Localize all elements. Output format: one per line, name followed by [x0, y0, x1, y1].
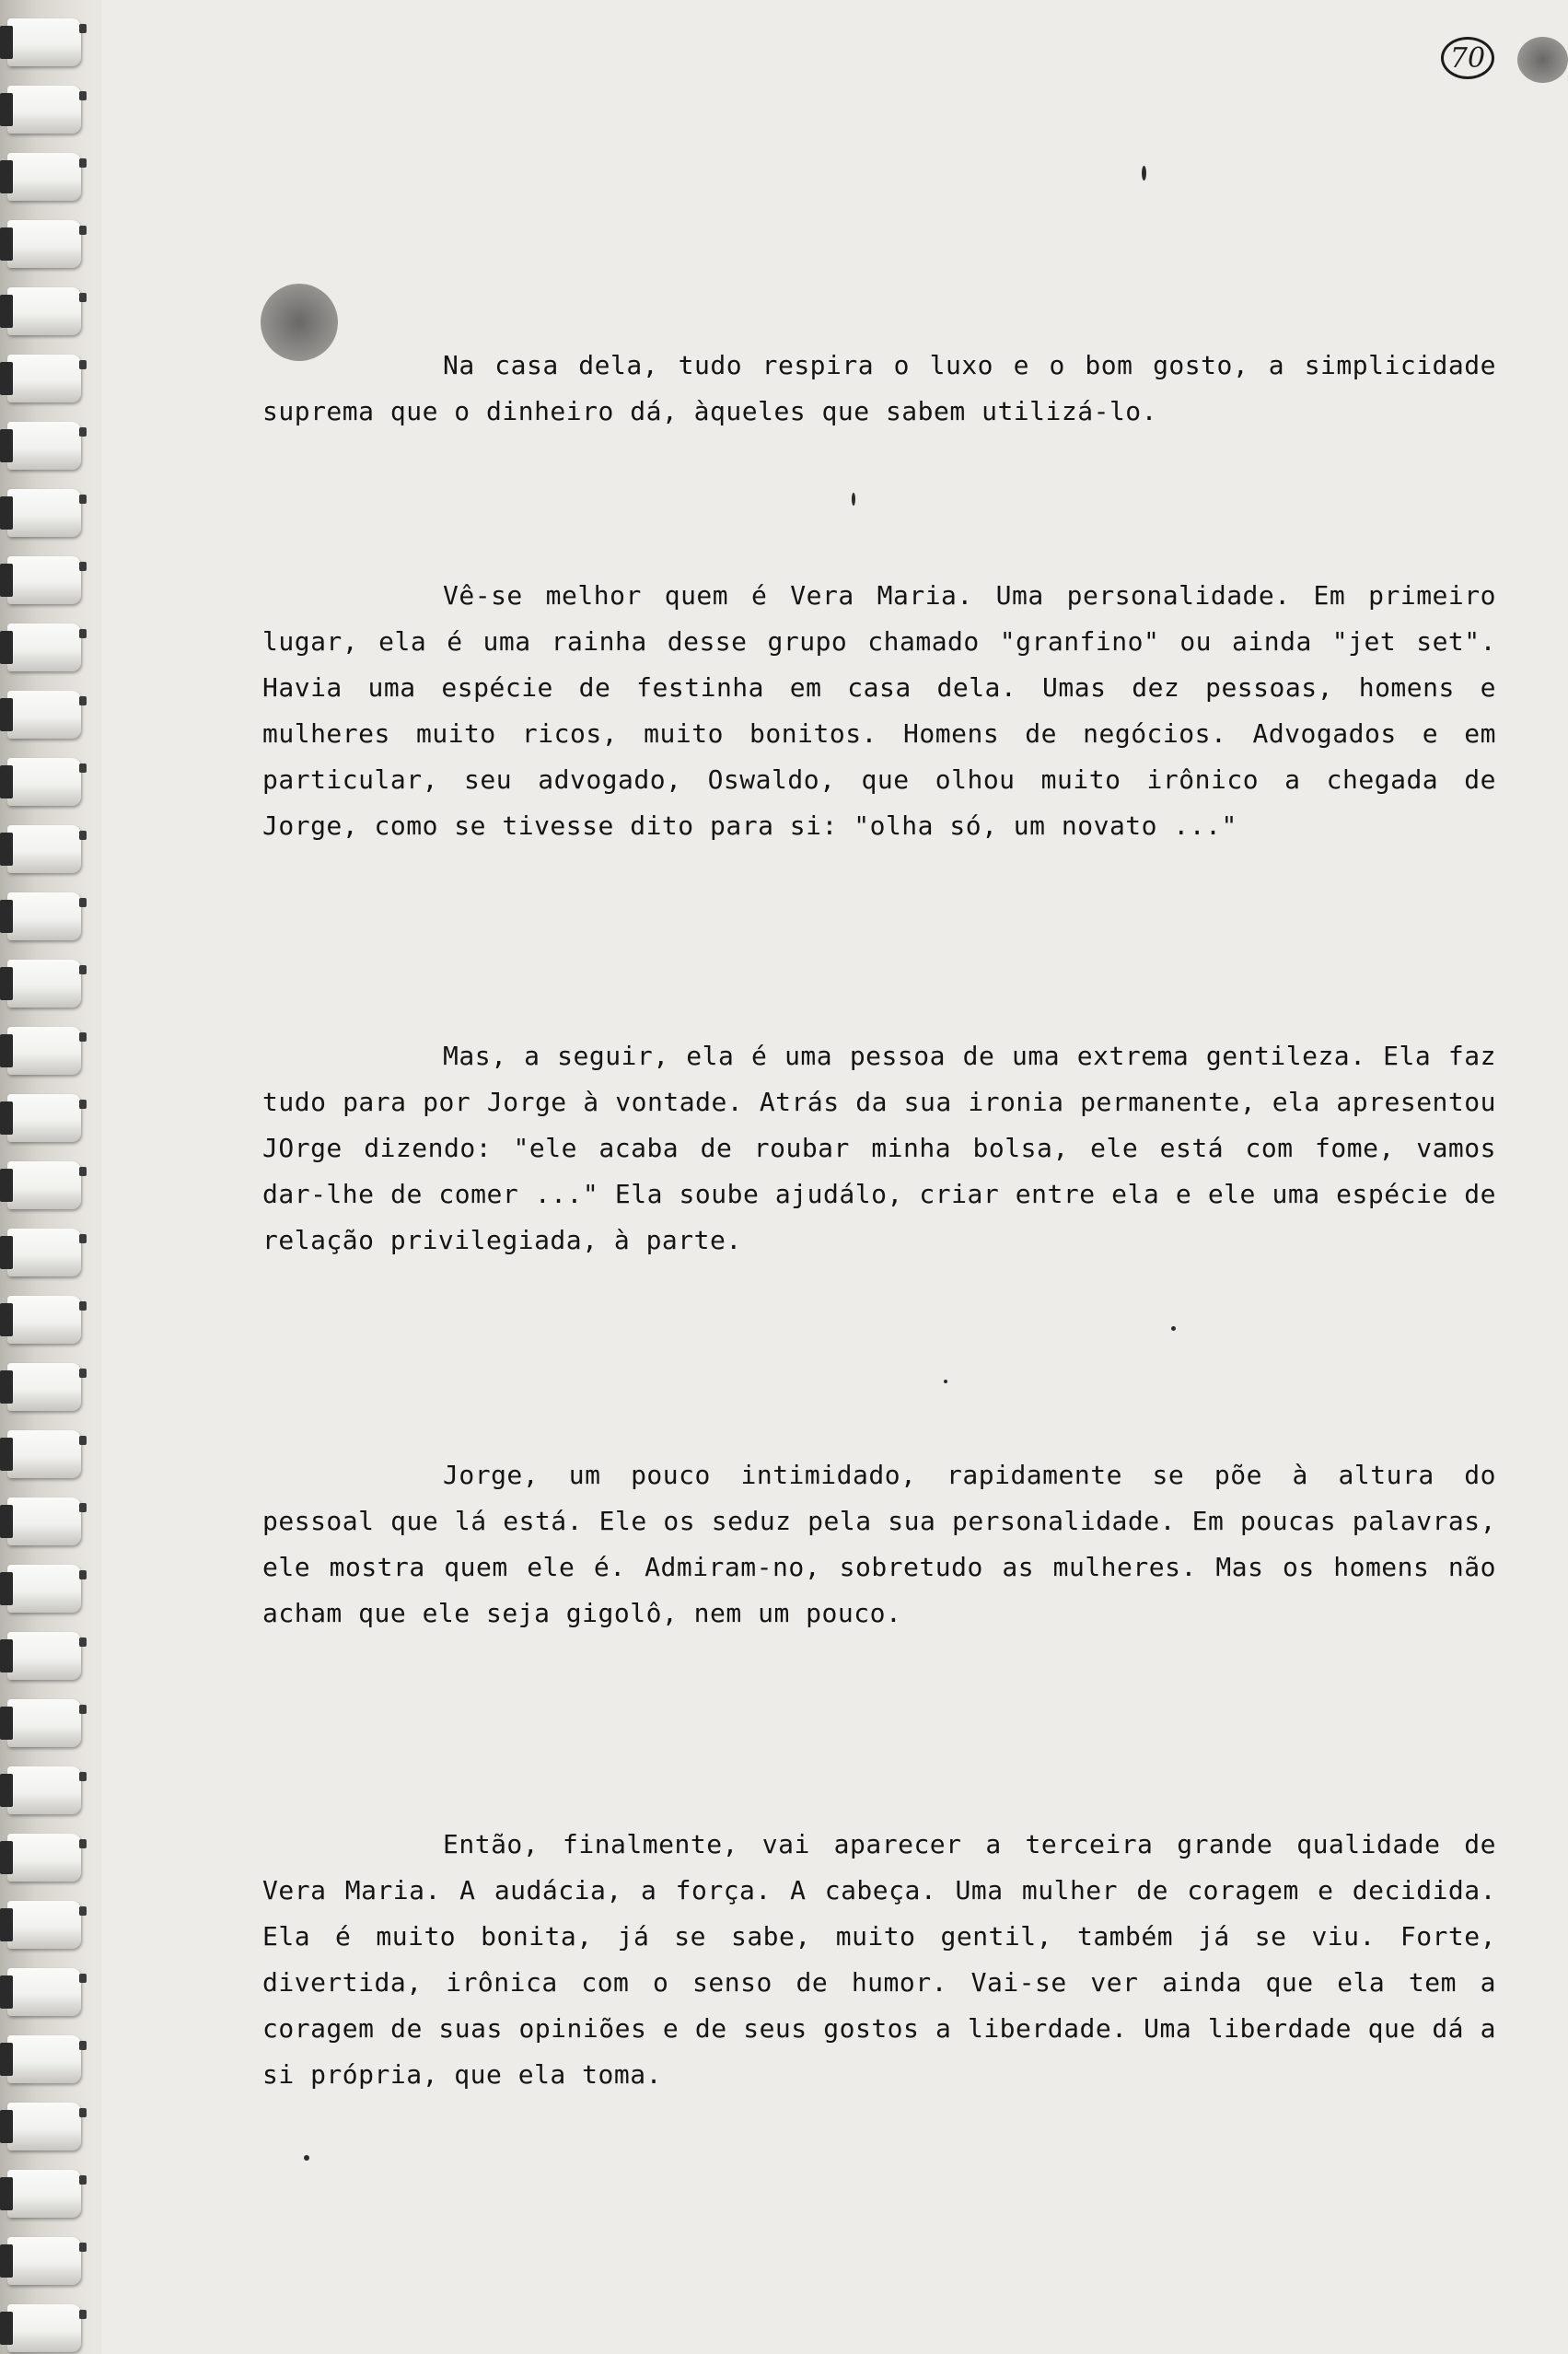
binding-ring: [7, 960, 81, 1008]
paragraph: [262, 1033, 1496, 1264]
bleed-through: [442, 898, 1547, 1045]
binding-ring: [7, 1161, 81, 1209]
paragraph: [262, 343, 1496, 435]
binding-ring: [7, 1968, 81, 2016]
paper-speck: [944, 1380, 947, 1383]
binding-ring: [7, 220, 81, 268]
binding-ring: [7, 2103, 81, 2150]
binding-ring: [7, 2035, 81, 2083]
binding-ring: [7, 1632, 81, 1680]
paragraph: [262, 1822, 1496, 2098]
paper-speck: [852, 493, 855, 506]
binding-ring: [7, 1430, 81, 1478]
paragraph-text: Vê-se melhor quem é Vera Maria. Uma personalidade. Em primeiro lugar, ela é uma rainha desse grupo chamado "granfino" ou ainda "jet set". Havia uma espécie de festinha em casa dela. Umas dez pessoas, homens e mulheres muito ricos, muito bonitos. Homens de negócios. Advogados e em particular, seu advogado, Oswaldo, que olhou muito irônico a chegada de Jorge, como se tivesse dito para si: "olha só, um novato ...": [262, 580, 1496, 841]
binding-ring: [7, 556, 81, 604]
binding-ring: [7, 691, 81, 739]
binding-ring: [7, 1296, 81, 1344]
paper-speck: [304, 2155, 309, 2161]
binding-ring: [7, 892, 81, 940]
binding-ring: [7, 1699, 81, 1747]
binding-ring: [7, 2304, 81, 2352]
binding-ring: [7, 1363, 81, 1411]
binding-ring: [7, 2237, 81, 2285]
binding-ring: [7, 1229, 81, 1276]
binding-ring: [7, 1094, 81, 1142]
binding-ring: [7, 422, 81, 470]
binding-ring: [7, 1901, 81, 1949]
binding-ring: [7, 86, 81, 134]
paper-speck: [1171, 1326, 1176, 1331]
paragraph-text: Jorge, um pouco intimidado, rapidamente se põe à altura do pessoal que lá está. Ele os seduz pela sua personalidade. Em poucas palavras, ele mostra quem ele é. Admiram-no, sobretudo as mulheres. Mas os homens não acham que ele seja gigolô, nem um pouco.: [262, 1460, 1496, 1628]
binding-ring: [7, 1766, 81, 1814]
paper-speck: [1142, 166, 1146, 181]
binding-ring: [7, 1565, 81, 1613]
paragraph: [262, 1452, 1496, 1637]
binding-ring: [7, 153, 81, 201]
binding-ring: [7, 489, 81, 537]
binding-ring: [7, 287, 81, 335]
paragraph-text: Na casa dela, tudo respira o luxo e o bom gosto, a simplicidade suprema que o dinheiro dá, àqueles que sabem utilizá-lo.: [262, 350, 1496, 426]
paragraph-text: Então, finalmente, vai aparecer a terceira grande qualidade de Vera Maria. A audácia, a força. A cabeça. Uma mulher de coragem e decidida. Ela é muito bonita, já se sabe, muito gentil, também já se viu. Forte, divertida, irônica com o senso de humor. Vai-se ver ainda que ela tem a coragem de suas opiniões e de seus gostos a liberdade. Uma liberdade que dá a si própria, que ela toma.: [262, 1829, 1496, 2090]
binding-ring: [7, 2170, 81, 2218]
page-number: 70: [1441, 37, 1494, 79]
binding-ring: [7, 355, 81, 402]
binding-ring: [7, 1834, 81, 1882]
binding-ring: [7, 623, 81, 671]
binding-ring: [7, 825, 81, 873]
paragraph: [262, 573, 1496, 849]
binding-ring: [7, 1497, 81, 1545]
punch-hole: [1517, 37, 1568, 83]
binding-ring: [7, 758, 81, 806]
paragraph-text: Mas, a seguir, ela é uma pessoa de uma extrema gentileza. Ela faz tudo para por Jorge à vontade. Atrás da sua ironia permanente, ela apresentou JOrge dizendo: "ele acaba de roubar minha bolsa, ele está com fome, vamos dar-lhe de comer ..." Ela soube ajudálo, criar entre ela e ele uma espécie de relação privilegiada, à parte.: [262, 1041, 1496, 1255]
binding-ring: [7, 18, 81, 66]
binding-ring: [7, 1027, 81, 1075]
spiral-binding: [0, 0, 101, 2354]
